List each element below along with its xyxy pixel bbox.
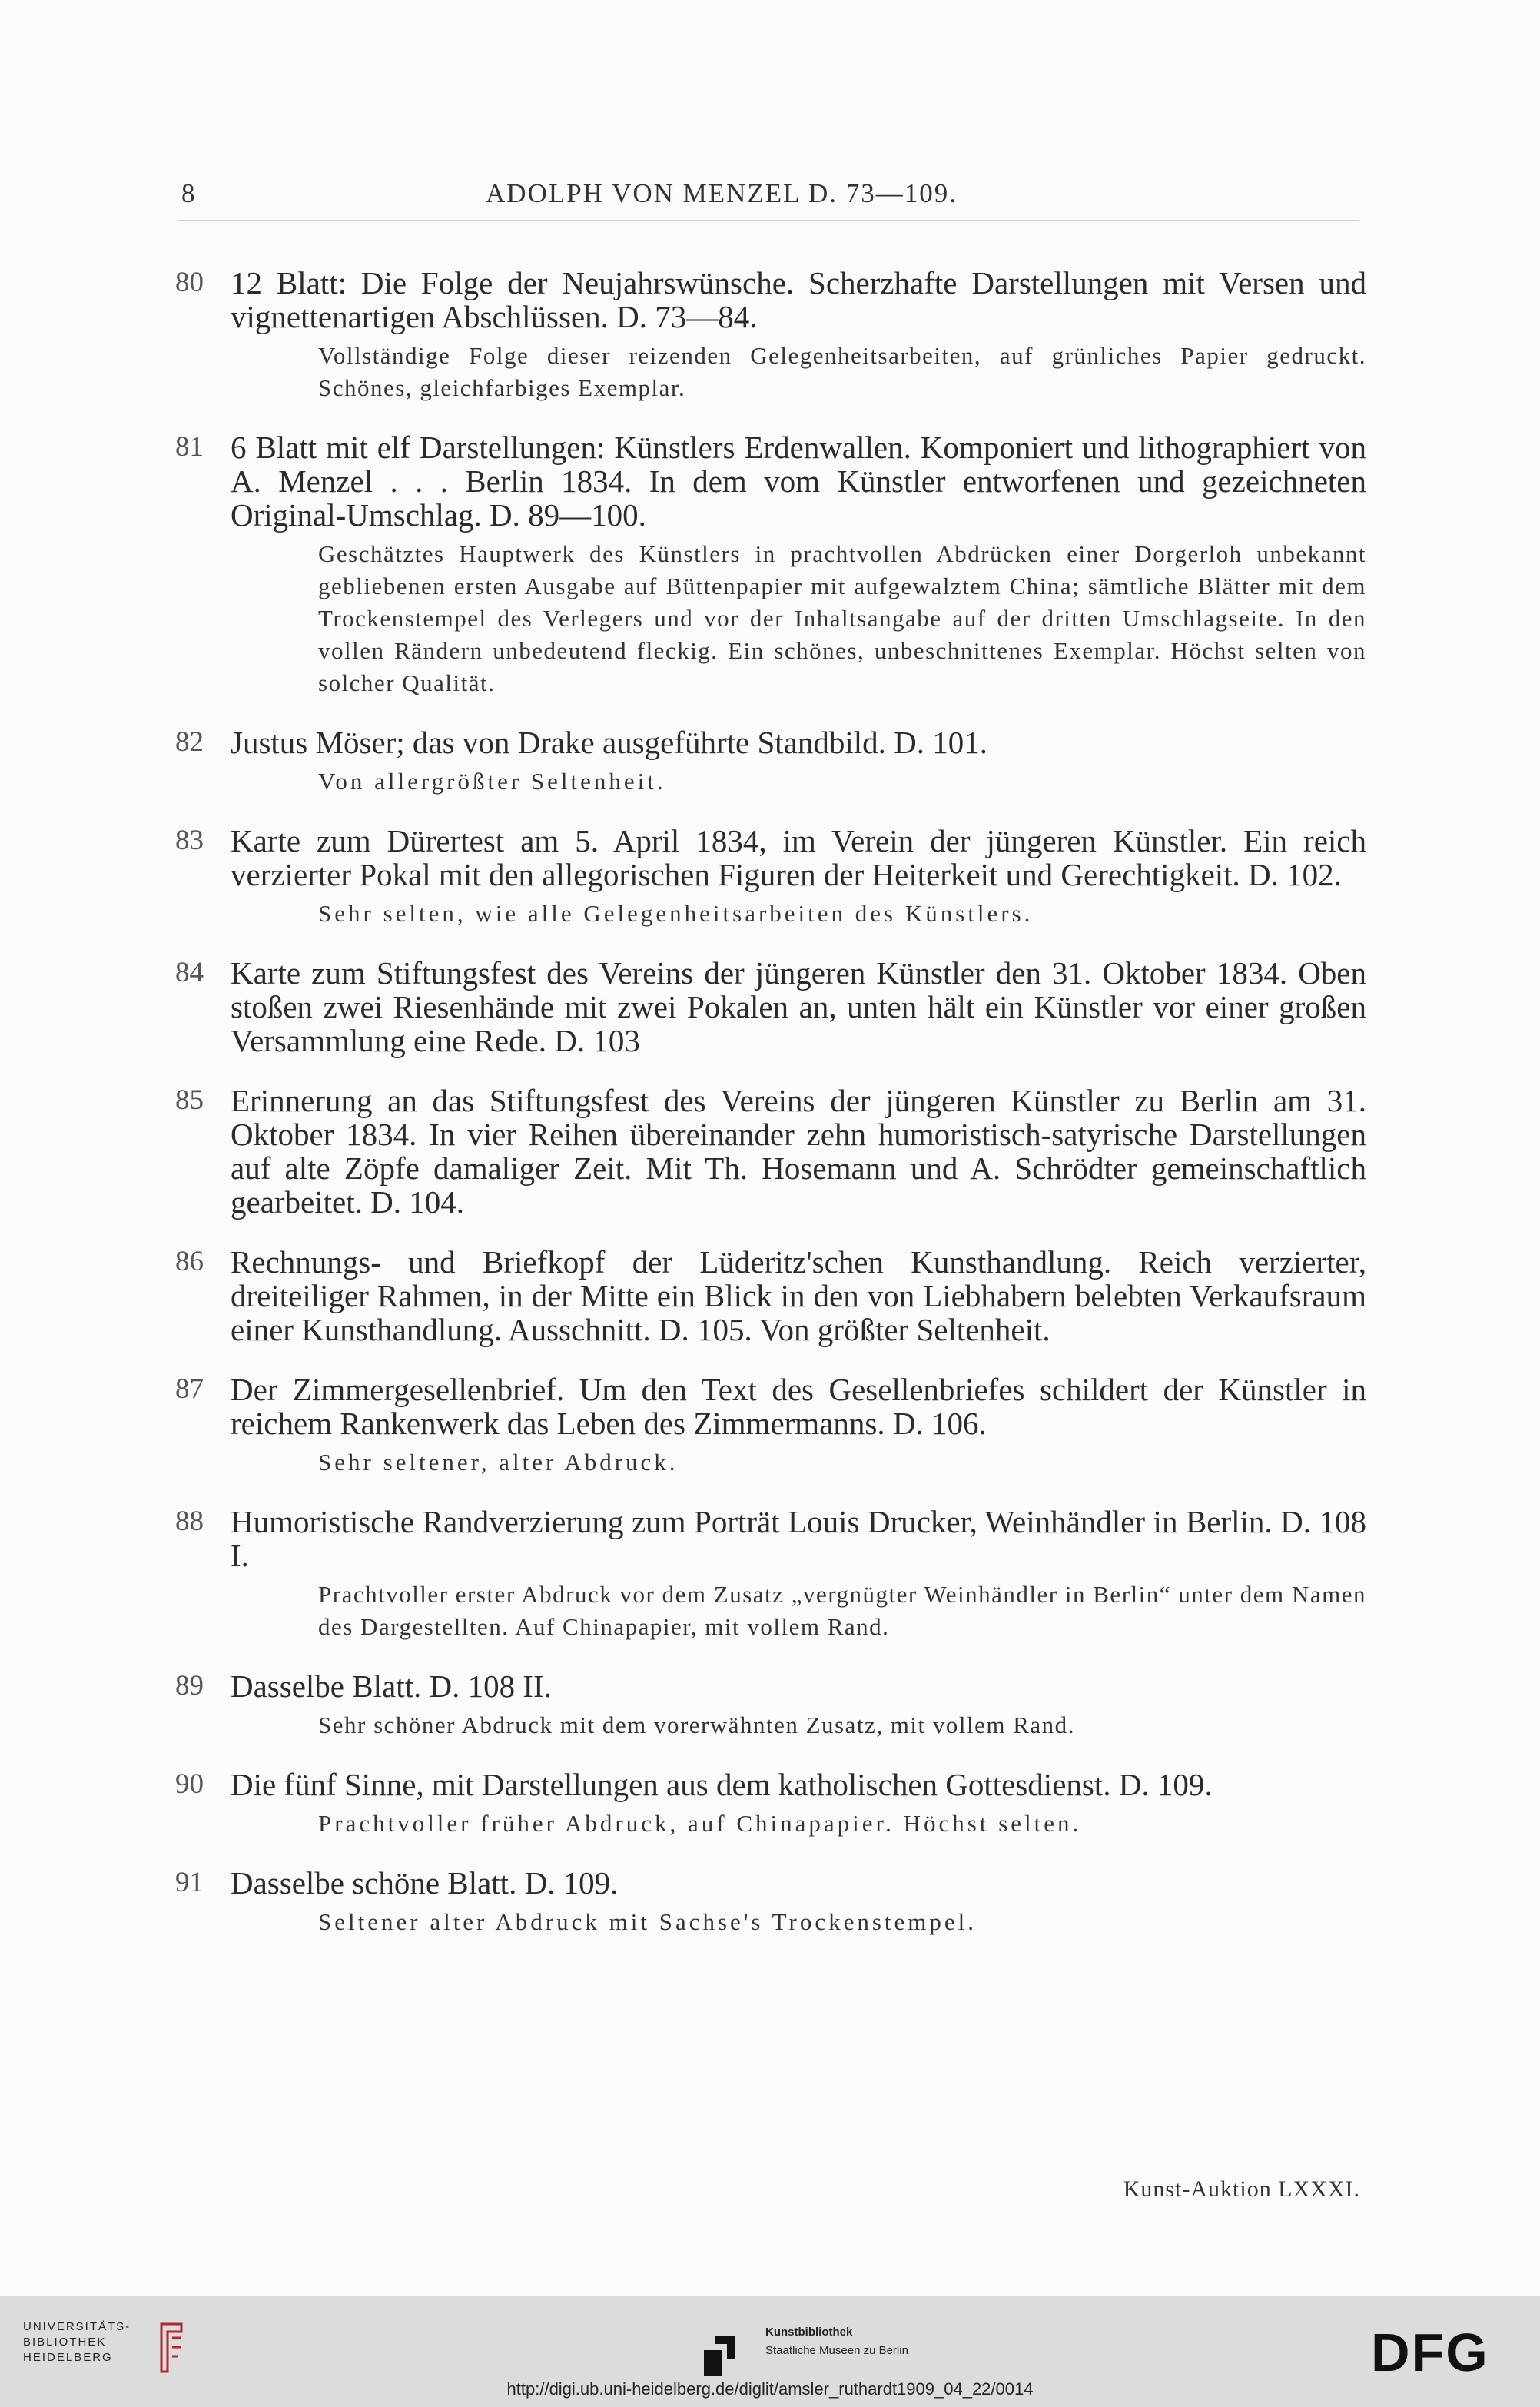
entry-description: Die fünf Sinne, mit Darstellungen aus dem katholischen Gottesdienst. D. 109. <box>231 1767 1213 1802</box>
entry-note: Von allergrößter Seltenheit. <box>318 768 666 795</box>
catalog-entry <box>175 1373 1366 1479</box>
entry-note: Vollständige Folge dieser reizenden Gelegenheitsarbeiten, auf grünliches Papier gedruckt. Schönes, gleichfarbiges Exemplar. <box>318 342 1366 401</box>
source-url[interactable]: http://digi.ub.uni-heidelberg.de/diglit/amsler_ruthardt1909_04_22/0014 <box>506 2379 1034 2399</box>
entry-note: Sehr schöner Abdruck mit dem vorerwähnten Zusatz, mit vollem Rand. <box>318 1711 1075 1738</box>
header-rule <box>178 220 1359 221</box>
catalog-entry <box>175 824 1366 930</box>
entry-note: Geschätztes Hauptwerk des Künstlers in prachtvollen Abdrücken einer Dorgerloh unbekannt gebliebenen ersten Ausgabe auf Büttenpapier mit aufgewalztem China; sämtliche Blätter mit dem Trockenstempel des Verlegers und vor der Inhaltsangabe auf der dritten Umschlagseite. In den vollen Rändern unbedeutend fleckig. Ein schönes, unbeschnittenes Exemplar. Höchst selten von solcher Qualität. <box>318 540 1366 696</box>
entry-number: 83 <box>175 825 204 856</box>
dfg-logo[interactable]: DFG <box>1371 2322 1489 2382</box>
entry-description: 6 Blatt mit elf Darstellungen: Künstlers Erdenwallen. Komponiert und lithographiert von A. Menzel . . . Berlin 1834. In dem vom Künstler entworfenen und gezeichneten Original-Umschlag. D. 89—100. <box>231 430 1366 533</box>
footer-bar <box>0 2296 1540 2407</box>
entry-description: Erinnerung an das Stiftungsfest des Vereins der jüngeren Künstler zu Berlin am 31. Oktober 1834. In vier Reihen übereinander zehn humoristisch-satyrische Darstellungen auf alte Zöpfe damaliger Zeit. Mit Th. Hosemann und A. Schrödter gemeinschaftlich gearbeitet. D. 104. <box>231 1083 1366 1220</box>
catalog-entry <box>175 1866 1366 1938</box>
logo-text-line: UNIVERSITÄTS- <box>23 2320 131 2333</box>
entry-description: Humoristische Randverzierung zum Porträt Louis Drucker, Weinhändler in Berlin. D. 108 I. <box>231 1504 1366 1573</box>
logo-text-line: BIBLIOTHEK <box>23 2336 107 2349</box>
catalog-entry <box>175 1669 1366 1741</box>
entry-description: Justus Möser; das von Drake ausgeführte Standbild. D. 101. <box>231 725 988 760</box>
catalog-entry <box>175 1084 1366 1219</box>
entry-note: Prachtvoller erster Abdruck vor dem Zusatz „vergnügter Weinhändler in Berlin“ unter dem Namen des Dargestellten. Auf Chinapapier, mit vollem Rand. <box>318 1581 1366 1640</box>
entry-description: Karte zum Stiftungsfest des Vereins der jüngeren Künstler den 31. Oktober 1834. Oben stoßen zwei Riesenhände mit zwei Pokalen an, unten hält ein Künstler vor einer großen Versammlung eine Rede. D. 103 <box>231 955 1366 1058</box>
entry-description: 12 Blatt: Die Folge der Neujahrswünsche. Scherzhafte Darstellungen mit Versen und vignettenartigen Abschlüssen. D. 73—84. <box>231 265 1366 334</box>
kunstbibliothek-logo[interactable] <box>704 2313 981 2375</box>
entry-number: 88 <box>175 1506 204 1537</box>
kunstbibliothek-mark-icon <box>704 2336 735 2376</box>
page-number: 8 <box>181 178 197 208</box>
entry-number: 84 <box>175 957 204 988</box>
catalog-entry <box>175 725 1366 798</box>
entry-note: Sehr selten, wie alle Gelegenheitsarbeiten des Künstlers. <box>318 900 1034 927</box>
library-mark-icon <box>158 2321 184 2375</box>
catalog-entries <box>175 266 1366 1964</box>
entry-description: Rechnungs- und Briefkopf der Lüderitz'schen Kunsthandlung. Reich verzierter, dreiteiliger Rahmen, in der Mitte ein Blick in den von Liebhabern belebten Verkaufsraum einer Kunsthandlung. Ausschnitt. D. 105. Von größter Seltenheit. <box>231 1244 1366 1347</box>
entry-description: Der Zimmergesellenbrief. Um den Text des Gesellenbriefes schildert der Künstler in reichem Rankenwerk das Leben des Zimmermanns. D. 106. <box>231 1372 1366 1441</box>
logo-text-line: HEIDELBERG <box>23 2351 113 2364</box>
entry-number: 90 <box>175 1768 204 1800</box>
running-title: ADOLPH VON MENZEL D. 73—109. <box>486 178 958 208</box>
entry-number: 86 <box>175 1246 204 1277</box>
entry-number: 80 <box>175 267 204 298</box>
entry-note: Seltener alter Abdruck mit Sachse's Trockenstempel. <box>318 1908 977 1935</box>
entry-number: 85 <box>175 1084 204 1116</box>
entry-number: 81 <box>175 431 204 463</box>
entry-note: Sehr seltener, alter Abdruck. <box>318 1449 679 1476</box>
entry-description: Dasselbe Blatt. D. 108 II. <box>231 1668 552 1704</box>
entry-number: 82 <box>175 726 204 758</box>
page-header <box>178 175 1359 215</box>
catalog-entry <box>175 1505 1366 1643</box>
catalog-entry <box>175 430 1366 699</box>
catalog-label: Kunst-Auktion LXXXI. <box>1123 2176 1360 2202</box>
kunstbibliothek-subtitle: Staatliche Museen zu Berlin <box>765 2344 908 2357</box>
catalog-entry <box>175 956 1366 1057</box>
entry-number: 87 <box>175 1373 204 1405</box>
catalog-entry <box>175 266 1366 404</box>
entry-number: 91 <box>175 1867 204 1898</box>
university-library-logo[interactable] <box>23 2319 184 2381</box>
kunstbibliothek-title: Kunstbibliothek <box>765 2326 853 2339</box>
entry-note: Prachtvoller früher Abdruck, auf Chinapapier. Höchst selten. <box>318 1810 1082 1837</box>
entry-description: Karte zum Dürertest am 5. April 1834, im Verein der jüngeren Künstler. Ein reich verzierter Pokal mit den allegorischen Figuren der Heiterkeit und Gerechtigkeit. D. 102. <box>231 823 1366 892</box>
entry-number: 89 <box>175 1670 204 1702</box>
catalog-entry <box>175 1768 1366 1840</box>
catalog-entry <box>175 1245 1366 1346</box>
entry-description: Dasselbe schöne Blatt. D. 109. <box>231 1865 619 1901</box>
